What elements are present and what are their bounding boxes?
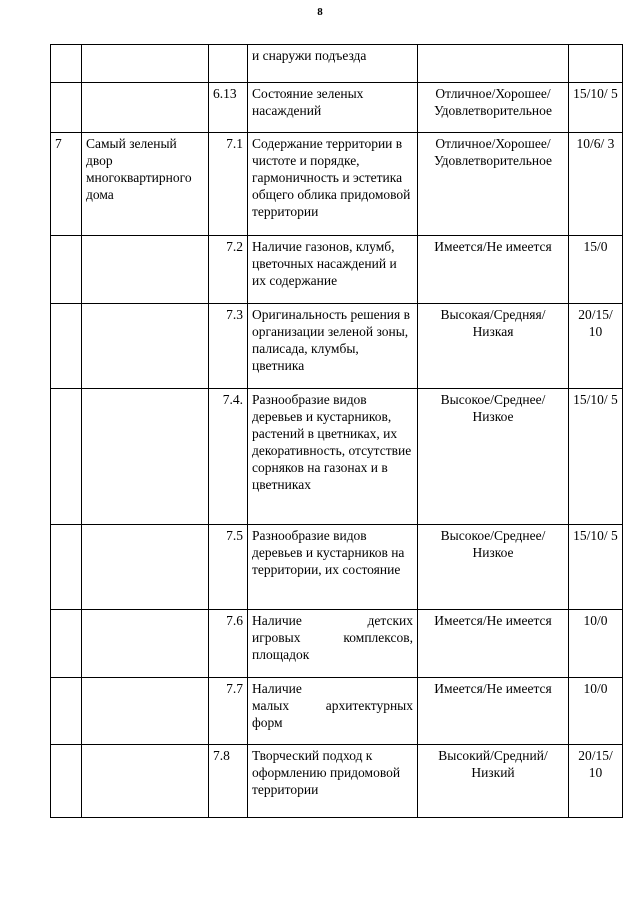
cell-number (51, 45, 82, 83)
cell-number (51, 678, 82, 745)
cell-nomination (82, 45, 209, 83)
table-row (51, 45, 623, 83)
cell-criterion: Разнообразие видов деревьев и кустарников, растений в цветниках, их декоративность, отсутствие сорняков на газонах и в цветниках (248, 389, 418, 525)
cell-number: 7 (51, 133, 82, 236)
cell-nomination (82, 304, 209, 389)
cell-criterion: Разнообразие видов деревьев и кустарников на территории, их состояние (248, 525, 418, 610)
cell-number (51, 83, 82, 133)
criterion-line: игровых комплексов, (252, 630, 413, 645)
cell-points: 10/0 (569, 678, 623, 745)
table-row (51, 83, 623, 133)
cell-number (51, 389, 82, 525)
table-row (51, 678, 623, 745)
cell-criterion: Творческий подход к оформлению придомовой территории (248, 745, 418, 818)
cell-points (569, 45, 623, 83)
cell-number (51, 525, 82, 610)
cell-points: 15/0 (569, 236, 623, 304)
cell-nomination (82, 236, 209, 304)
cell-rating: Высокое/Среднее/ Низкое (418, 389, 569, 525)
cell-rating: Высокое/Среднее/ Низкое (418, 525, 569, 610)
cell-criterion: Оригинальность решения в организации зеленой зоны, палисада, клумбы, цветника (248, 304, 418, 389)
cell-number (51, 610, 82, 678)
cell-criterion: Наличие газонов, клумб, цветочных насаждений и их содержание (248, 236, 418, 304)
criterion-line: форм (252, 715, 283, 730)
table-row (51, 610, 623, 678)
criteria-table (50, 44, 623, 818)
cell-rating (418, 45, 569, 83)
cell-criterion-number: 6.13 (209, 83, 248, 133)
criterion-line: Наличие детских (252, 613, 413, 628)
cell-nomination (82, 678, 209, 745)
cell-criterion-number: 7.1 (209, 133, 248, 236)
page-number: 8 (317, 6, 323, 18)
criterion-line: площадок (252, 647, 310, 662)
cell-number (51, 745, 82, 818)
cell-number (51, 236, 82, 304)
cell-nomination (82, 745, 209, 818)
cell-criterion-number: 7.3 (209, 304, 248, 389)
cell-nomination (82, 389, 209, 525)
cell-points: 20/15/ 10 (569, 304, 623, 389)
table-row (51, 745, 623, 818)
cell-nomination (82, 83, 209, 133)
cell-points: 15/10/ 5 (569, 83, 623, 133)
cell-criterion (248, 610, 418, 678)
cell-criterion: Содержание территории в чистоте и порядке, гармоничность и эстетика общего облика придомовой территории (248, 133, 418, 236)
criterion-line: малых архитектурных (252, 698, 413, 713)
cell-criterion-number: 7.5 (209, 525, 248, 610)
table-row (51, 525, 623, 610)
cell-rating: Имеется/Не имеется (418, 610, 569, 678)
cell-points: 10/6/ 3 (569, 133, 623, 236)
cell-criterion-number: 7.4. (209, 389, 248, 525)
cell-criterion-number: 7.8 (209, 745, 248, 818)
table-row (51, 304, 623, 389)
cell-rating: Отличное/Хорошее/ Удовлетворительное (418, 133, 569, 236)
cell-rating: Имеется/Не имеется (418, 678, 569, 745)
cell-points: 10/0 (569, 610, 623, 678)
criterion-line: Наличие (252, 681, 302, 696)
cell-criterion-number: 7.2 (209, 236, 248, 304)
cell-criterion-number: 7.7 (209, 678, 248, 745)
table-row (51, 389, 623, 525)
cell-nomination: Самый зеленый двор многоквартирного дома (82, 133, 209, 236)
cell-number (51, 304, 82, 389)
table-row (51, 236, 623, 304)
cell-nomination (82, 525, 209, 610)
cell-rating: Отличное/Хорошее/ Удовлетворительное (418, 83, 569, 133)
cell-rating: Высокий/Средний/ Низкий (418, 745, 569, 818)
cell-rating: Высокая/Средняя/ Низкая (418, 304, 569, 389)
cell-nomination (82, 610, 209, 678)
table-row (51, 133, 623, 236)
cell-criterion: Состояние зеленых насаждений (248, 83, 418, 133)
cell-criterion (248, 678, 418, 745)
cell-points: 20/15/ 10 (569, 745, 623, 818)
cell-points: 15/10/ 5 (569, 525, 623, 610)
cell-points: 15/10/ 5 (569, 389, 623, 525)
cell-criterion: и снаружи подъезда (248, 45, 418, 83)
cell-rating: Имеется/Не имеется (418, 236, 569, 304)
cell-criterion-number: 7.6 (209, 610, 248, 678)
cell-criterion-number (209, 45, 248, 83)
